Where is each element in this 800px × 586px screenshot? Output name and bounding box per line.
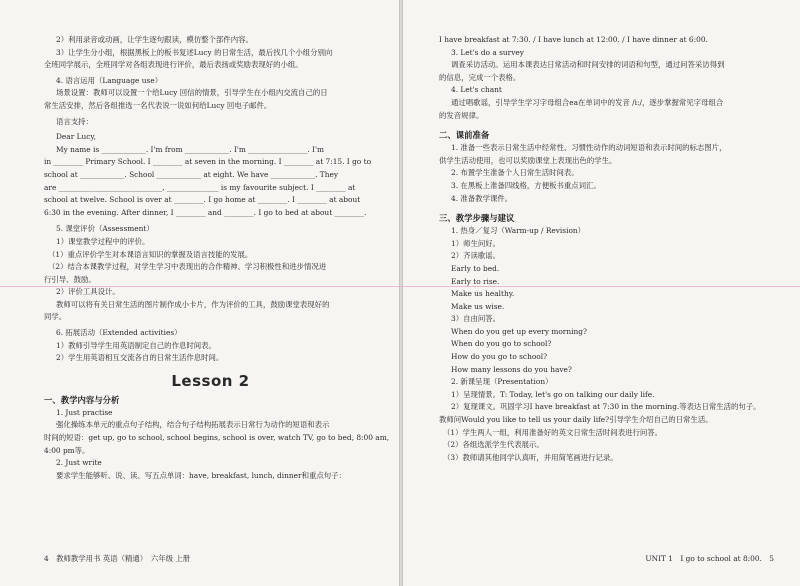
letter-line: My name is ____________. I'm from ____________. I'm ________________. I'm	[56, 144, 325, 154]
text-line: 1）课堂教学过程中的评价。	[56, 236, 150, 246]
text-line: 2. 新课呈现（Presentation）	[451, 377, 553, 387]
section-heading: 一、教学内容与分析	[44, 394, 120, 405]
assessment-block	[44, 223, 377, 365]
right-page	[403, 0, 800, 586]
text-line: 供学生活动使用，也可以奖励课堂上表现出色的学生。	[439, 155, 617, 165]
chant-line: Make us healthy.	[451, 289, 515, 299]
text-line: 2）齐读歌谣。	[451, 251, 501, 261]
page-footer-right: UNIT 1 I go to school at 8:00. 5	[645, 554, 774, 563]
right-top-block	[439, 34, 778, 122]
text-line: 语言支持：	[56, 116, 93, 126]
text-line: 3）让学生分小组，根据黑板上的板书复述Lucy 的日常生活，最后找几个小组分别向	[56, 47, 333, 57]
text-line: 1）师生问好。	[451, 238, 501, 248]
chant-line: Early to bed.	[451, 263, 500, 273]
letter-line: in ________ Primary School. I ________ at seven in the morning. I ________ at 7:15. I go to	[44, 157, 372, 167]
text-line: 4. Let's chant	[451, 85, 502, 95]
text-line: 2）利用录音或动画，让学生逐句跟读，模仿整个部件内容。	[56, 35, 253, 44]
question-line: How do you go to school?	[451, 352, 548, 362]
text-line: 调查采访活动。运用本课表达日常活动和时间安排的词语和句型，通过问答采访得到	[451, 60, 725, 70]
text-line: 场景设置：教师可以设置一个给Lucy 回信的情景，引导学生在小组内交流自己的日	[56, 88, 328, 98]
letter-template	[44, 131, 377, 219]
page-footer-left: 4 教师教学用书 英语（精通） 六年级 上册	[44, 554, 191, 563]
text-line: 要求学生能够听、说、读、写五点单词：have, breakfast, lunch, dinner和重点句子：	[56, 470, 346, 480]
text-line: 同学。	[44, 312, 67, 322]
text-line: （3）教师请其他同学认真听，并用简笔画进行记录。	[443, 452, 618, 462]
text-line: 的发音规律。	[439, 110, 484, 120]
text-line: 1. Just practise	[56, 407, 113, 417]
question-line: When do you get up every morning?	[451, 326, 587, 336]
text-line: 行引导、鼓励。	[44, 274, 96, 284]
text-line: 3）自由问答。	[451, 314, 501, 324]
left-bottom-block	[44, 407, 390, 483]
text-line: 教师可以将有关日常生活的图片制作成小卡片，作为评价的工具，鼓励课堂表现好的	[56, 299, 330, 309]
chant-line: Early to rise.	[451, 276, 500, 286]
letter-line: school at twelve. School is over at ________. I go home at ________. I ________ at about	[44, 195, 361, 205]
letter-line: 6:30 in the evening. After dinner, I ________ and ________. I go to bed at about ________.	[44, 207, 367, 217]
lesson-title: Lesson 2	[171, 371, 250, 390]
section-heading: 三、教学步骤与建议	[439, 213, 515, 224]
steps-block	[439, 225, 778, 464]
text-line: （1）重点评价学生对本课语言知识的掌握及语言技能的发展。	[48, 249, 253, 259]
letter-line: school at ____________. School ____________ at eight. We have ____________. They	[44, 169, 339, 179]
text-line: 全班同学展示，全班同学对各组表现进行评价，最后表扬或奖励表现好的小组。	[44, 60, 303, 70]
text-line: 4. 准备教学课件。	[451, 193, 513, 203]
chant-line: Make us wise.	[451, 301, 505, 311]
text-line: I have breakfast at 7:30. / I have lunch at 12:00. / I have dinner at 6:00.	[439, 35, 708, 44]
left-top-block	[44, 34, 377, 128]
prep-block	[439, 142, 778, 205]
text-line: 强化操练本单元的重点句子结构，结合句子结构拓展表示日常行为动作的短语和表示	[56, 420, 330, 430]
text-line: 3. Let's do a survey	[451, 47, 524, 57]
left-page	[0, 0, 399, 586]
text-line: 1. 准备一些表示日常生活中经常性、习惯性动作的动词短语和表示时间的标志图片，	[451, 143, 727, 153]
text-line: 2）学生用英语相互交流各自的日常生活作息时间。	[56, 353, 224, 363]
section-heading: 二、课前准备	[439, 130, 490, 141]
text-line: 常生活安排，然后各组推选一名代表说一说如何给Lucy 回电子邮件。	[44, 100, 272, 110]
question-line: How many lessons do you have?	[451, 364, 572, 374]
text-line: 5. 课堂评价（Assessment）	[56, 224, 154, 234]
letter-line: Dear Lucy,	[56, 132, 96, 142]
text-line: 通过唱歌谣，引导学生学习字母组合ea在单词中的发音 /i:/，逐步掌握常见字母组合	[451, 97, 724, 107]
text-line: 2. Just write	[56, 458, 102, 468]
text-line: 6. 拓展活动（Extended activities）	[56, 328, 182, 338]
letter-line: are ____________________________, ______________ is my favourite subject. I ________ at	[44, 182, 356, 192]
text-line: （2）各组选派学生代表展示。	[443, 440, 544, 450]
text-line: 1）呈现情景。T: Today, let's go on talking our daily life.	[451, 389, 655, 399]
text-line: 2）评价工具设计。	[56, 287, 120, 297]
text-line: 2）复现课文。巩固学习I have breakfast at 7:30 in the morning.等表达日常生活的句子。	[451, 402, 761, 412]
text-line: 2. 布置学生准备个人日常生活时间表。	[451, 168, 579, 178]
text-line: 教师问Would you like to tell us your daily life?引导学生介绍自己的日常生活。	[439, 415, 713, 425]
text-line: 时间的短语：get up, go to school, school begins, school is over, watch TV, go to bed, 8:00 am,	[44, 433, 390, 443]
text-line: 1）教师引导学生用英语制定自己的作息时间表。	[56, 340, 216, 350]
text-line: 4:00 pm等。	[44, 445, 90, 455]
question-line: When do you go to school?	[451, 339, 552, 349]
scan-artifact-line	[0, 286, 800, 287]
text-line: 3. 在黑板上准备四线格，方便板书重点词汇。	[451, 180, 601, 190]
text-line: （2）结合本课教学过程，对学生学习中表现出的合作精神、学习积极性和进步情况进	[48, 262, 327, 272]
text-line: 4. 语言运用（Language use）	[56, 75, 163, 85]
text-line: 的信息，完成一个表格。	[439, 72, 521, 82]
text-line: 1. 热身／复习（Warm-up / Revision）	[451, 226, 586, 236]
text-line: （1）学生两人一组，利用准备好的英文日常生活时间表进行问答。	[443, 427, 663, 437]
